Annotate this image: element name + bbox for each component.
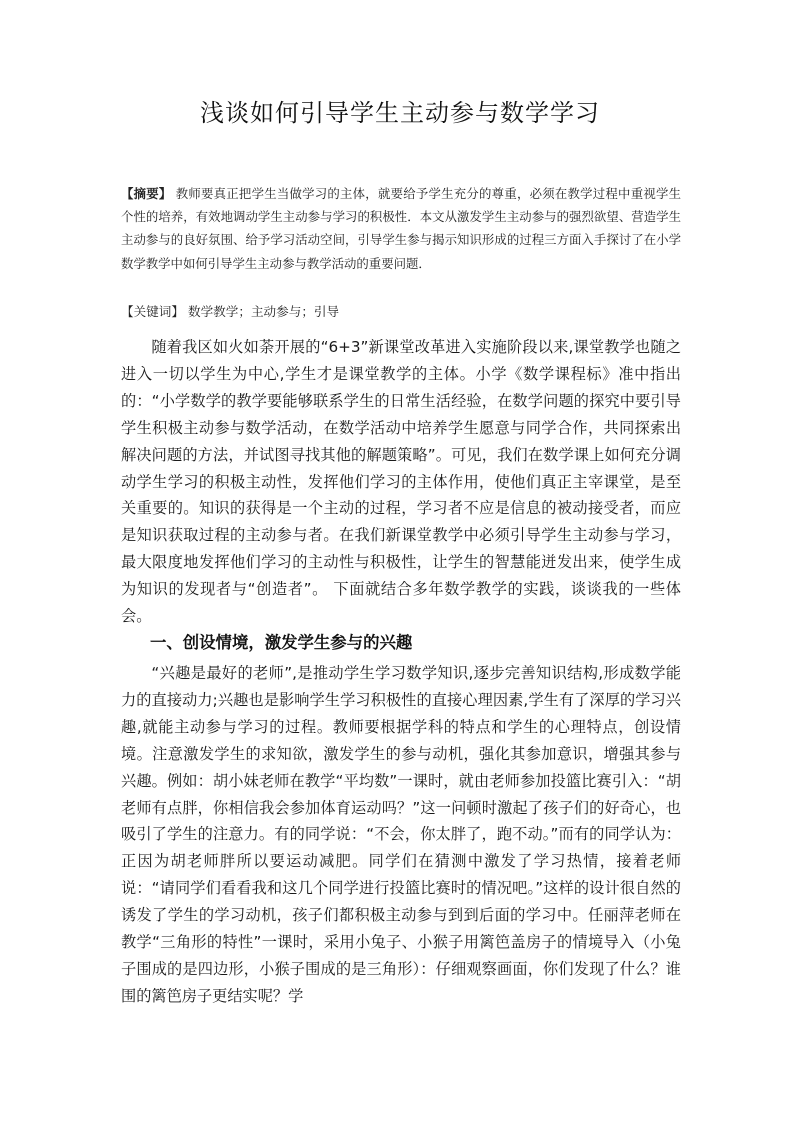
section-heading: 一、创设情境，激发学生参与的兴趣 [150,633,413,652]
document-title: 浅谈如何引导学生主动参与数学学习 [200,99,600,127]
abstract-label: 【摘要】 [121,186,172,201]
keywords-label: 【关键词】 [121,304,184,319]
paragraph-intro: 随着我区如火如荼开展的“6+3”新课堂改革进入实施阶段以来,课堂教学也随之进入一切以学生为中心,学生才是课堂教学的主体。小学《数学课程标》准中指出的：“小学数学的教学要能够联系学生的日常生活经验，在数学问题的探究中要引导学生积极主动参与数学活动，在数学活动中培养学生愿意与同学合作，共同探索出解决问题的方法，并试图寻找其他的解题策略”。可见，我们在数学课上如何充分调动学生学习的积极主动性，发挥他们学习的主体作用，使他们真正主宰课堂，是至关重要的。知识的获得是一个主动的过程，学习者不应是信息的被动接受者，而应是知识获取过程的主动参与者。在我们新课堂教学中必须引导学生主动参与学习，最大限度地发挥他们学习的主动性与积极性，让学生的智慧能迸发出来，使学生成为知识的发现者与“创造者”。 下面就结合多年数学教学的实践，谈谈我的一些体会。 [121,338,681,626]
keywords [121,302,681,322]
keywords-text: 数学教学；主动参与；引导 [187,304,340,319]
abstract [121,182,681,275]
abstract-text: 教师要真正把学生当做学习的主体，就要给予学生充分的尊重，必须在教学过程中重视学生个性的培养，有效地调动学生主动参与学习的积极性．本文从激发学生主动参与的强烈欲望、营造学生主动参与的良好氛围、给予学习活动空间，引导学生参与揭示知识形成的过程三方面入手探讨了在小学数学教学中如何引导学生主动参与教学活动的重要问题． [121,186,681,271]
paragraph-section-1: “兴趣是最好的老师”,是推动学生学习数学知识,逐步完善知识结构,形成数学能力的直接动力;兴趣也是影响学生学习积极性的直接心理因素,学生有了深厚的学习兴趣,就能主动参与学习的过程。教师要根据学科的特点和学生的心理特点，创设情境。注意激发学生的求知欲，激发学生的参与动机，强化其参加意识，增强其参与兴趣。例如：胡小妹老师在教学“平均数”一课时，就由老师参加投篮比赛引入：“胡老师有点胖，你相信我会参加体育运动吗？”这一问顿时激起了孩子们的好奇心，也吸引了学生的注意力。有的同学说：“不会，你太胖了，跑不动。”而有的同学认为：正因为胡老师胖所以要运动减肥。同学们在猜测中激发了学习热情，接着老师说：“请同学们看看我和这几个同学进行投篮比赛时的情况吧。”这样的设计很自然的诱发了学生的学习动机，孩子们都积极主动参与到到后面的学习中。任丽萍老师在教学“三角形的特性”一课时，采用小兔子、小猴子用篱笆盖房子的情境导入（小兔子围成的是四边形，小猴子围成的是三角形）：仔细观察画面，你们发现了什么？谁围的篱笆房子更结实呢？学 [121,664,681,1005]
